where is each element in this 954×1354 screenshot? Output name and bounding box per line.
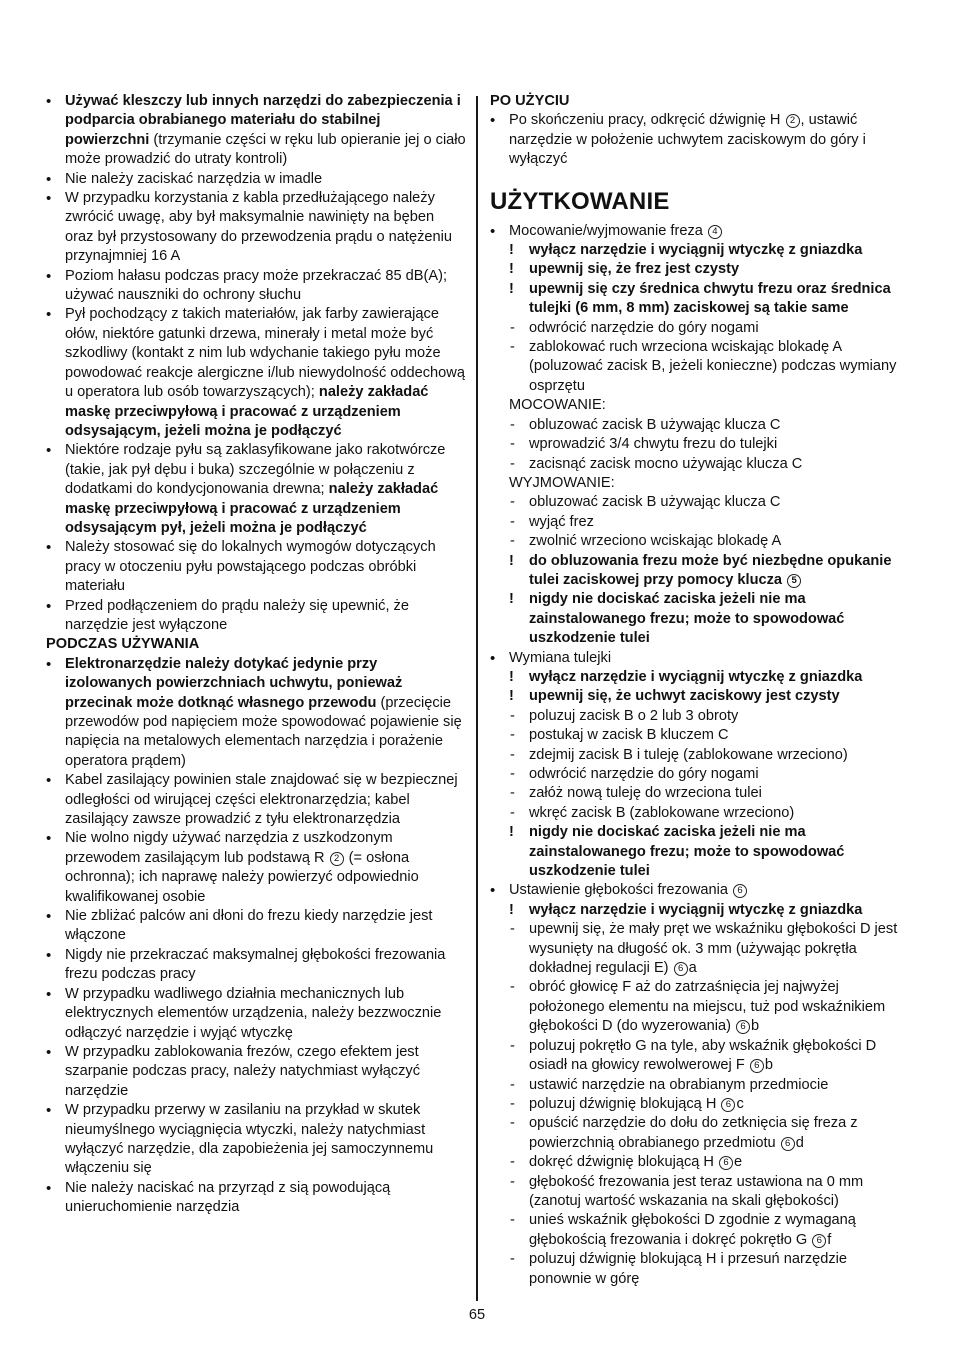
dash-icon: - [510,1251,515,1268]
dash-item [490,765,908,784]
warning-item [490,823,908,881]
dash-item [490,1114,908,1153]
bullet-item [46,829,466,907]
warning-item [490,668,908,687]
subheading [490,474,908,493]
warning-item [490,552,908,591]
dash-icon: - [510,416,515,433]
bullet-icon: • [46,985,52,1003]
bullet-icon: • [46,772,52,790]
text-run: wyłącz narzędzie i wyciągnij wtyczkę z gniazdka [529,901,863,918]
dash-item [490,1153,908,1172]
bullet-item [46,1101,466,1179]
exclamation-icon: ! [509,242,514,259]
exclamation-icon: ! [509,824,514,841]
dash-icon: - [510,707,515,724]
figure-ref-icon: 6 [721,1098,735,1112]
text-run: ustawić narzędzie na obrabianym przedmiocie [529,1076,829,1093]
figure-ref-icon: 6 [812,1234,826,1248]
bullet-item [46,946,466,985]
bullet-icon: • [490,112,496,130]
text-run: Mocowanie/wyjmowanie freza [509,222,707,239]
text-run: obluzować zacisk B używając klucza C [529,494,781,511]
text-run: należy zakładać maskę przeciwpyłową i pracować z urządzeniem odsysającym pył, jeżeli można je podłączyć [65,481,439,536]
dash-item [490,920,908,978]
text-run: zdejmij zacisk B i tuleję (zablokowane wrzeciono) [529,746,848,763]
text-run: Należy stosować się do lokalnych wymogów dotyczących pracy w otoczeniu pyłu powstającego podczas obróbki materiału [65,539,436,595]
dash-item [490,493,908,512]
bullet-icon: • [46,1102,52,1120]
dash-item [490,532,908,551]
dash-item [490,707,908,726]
dash-icon: - [510,1115,515,1132]
bullet-icon: • [46,267,52,285]
text-run: Elektronarzędzie należy dotykać jedynie przy izolowanych powierzchniach uchwytu, ponieważ przecinak może dotknąć własnego przewodu [65,655,403,711]
left-column [46,92,466,1218]
text-run: wyłącz narzędzie i wyciągnij wtyczkę z gniazdka [529,668,863,685]
dash-icon: - [510,339,515,356]
dash-item [490,978,908,1036]
exclamation-icon: ! [509,261,514,278]
text-run: wkręć zacisk B (zablokowane wrzeciono) [529,804,795,821]
right-column [490,92,908,1289]
figure-ref-icon: 6 [674,962,688,976]
text-run: d [795,1134,804,1151]
text-run: opuścić narzędzie do dołu do zetknięcia się freza z powierzchnią obrabianego przedmiotu [529,1115,858,1151]
text-run: zwolnić wrzeciono wciskając blokadę A [529,533,782,550]
dash-icon: - [510,727,515,744]
text-run: Nie wolno nigdy używać narzędzia z uszkodzonym przewodem zasilającym lub podstawą R [65,830,393,866]
bullet-item [46,189,466,267]
dash-item [490,319,908,338]
dash-item [490,1076,908,1095]
text-run: głębokość frezowania jest teraz ustawiona na 0 mm (zanotuj wartość wskazania na skali głębokości) [529,1173,864,1209]
bullet-icon: • [46,597,52,615]
dash-item [490,1173,908,1212]
bullet-item [46,597,466,636]
text-run: Pył pochodzący z takich materiałów, jak farby zawierające ołów, niektóre gatunki drzewa, minerały i metal może być szkodliwy (kontakt z nim lub wdychanie takiego pyłu może powodować reakcje alergiczne i/lub niewydolność oddechową u operatora lub osób towarzyszących); [65,306,465,401]
text-run: (przecięcie przewodów pod napięciem może spowodować pojawienie się napięcia na metalowych elementach narzędzia i porażenie operatora prądem) [65,694,462,769]
bullet-icon: • [46,539,52,557]
bullet-item [46,907,466,946]
section-heading [46,635,466,654]
dash-item [490,726,908,745]
text-run: obróć głowicę F aż do zatrzaśnięcia jej najwyżej położonego elementu na miejscu, tuż pod wskaźnikiem głębokości D (do wyzerowania) [529,979,886,1035]
text-run: WYJMOWANIE: [509,474,615,491]
bullet-item [46,1179,466,1218]
text-run: a [688,960,697,977]
bullet-item [46,92,466,170]
text-run: Wymiana tulejki [509,649,612,666]
text-run: nigdy nie dociskać zaciska jeżeli nie ma zainstalowanego frezu; może to spowodować uszkodzenie tulei [529,824,845,880]
text-run: wprowadzić 3/4 chwytu frezu do tulejki [529,436,778,453]
text-run: Poziom hałasu podczas pracy może przekraczać 85 dB(A); używać nauszniki do ochrony słuchu [65,267,448,304]
warning-item [490,280,908,319]
text-run: upewnij się, że mały pręt we wskaźniku głębokości D jest wysunięty na długość ok. 3 mm (używając pokrętła dokładnej regulacji E) [529,921,898,977]
text-run: Ustawienie głębokości frezowania [509,882,733,899]
text-run: Nie należy naciskać na przyrząd z sią powodującą unieruchomienie narzędzia [65,1179,391,1216]
section-title [490,187,908,217]
text-run: Nigdy nie przekraczać maksymalnej głębokości frezowania frezu podczas pracy [65,946,446,983]
bullet-item [46,170,466,189]
dash-item [490,804,908,823]
text-run: (= osłona ochronna); ich naprawę należy powierzyć odpowiednio kwalifikowanej osobie [65,849,419,905]
bullet-icon: • [490,222,496,240]
bullet-item [46,1043,466,1101]
text-run: wyłącz narzędzie i wyciągnij wtyczkę z gniazdka [529,242,863,259]
bullet-item [490,222,908,241]
dash-icon: - [510,533,515,550]
text-run: odwrócić narzędzie do góry nogami [529,319,759,336]
bullet-item [46,305,466,441]
bullet-item [46,267,466,306]
text-run: f [827,1231,832,1248]
text-run: upewnij się, że frez jest czysty [529,261,740,278]
exclamation-icon: ! [509,591,514,608]
text-run: e [734,1154,743,1171]
dash-icon: - [510,766,515,782]
exclamation-icon: ! [509,901,514,918]
text-run: odwrócić narzędzie do góry nogami [529,766,759,782]
bullet-icon: • [46,1179,52,1197]
figure-ref-icon: 5 [787,574,801,588]
text-run: należy zakładać maskę przeciwpyłową i pracować z urządzeniem odsysającym, jeżeli można je podłączyć [65,384,429,439]
bullet-icon: • [46,946,52,964]
bullet-icon: • [490,882,496,900]
text-run: obluzować zacisk B używając klucza C [529,416,781,433]
bullet-icon: • [46,170,52,188]
bullet-icon: • [46,830,52,848]
text-run: upewnij się, że uchwyt zaciskowy jest czysty [529,688,840,705]
text-run: załóż nową tuleję do wrzeciona tulei [529,785,762,802]
exclamation-icon: ! [509,688,514,705]
dash-icon: - [510,436,515,453]
bullet-item [46,441,466,538]
text-run: poluzuj dźwignię blokującą H [529,1095,721,1112]
warning-item [490,901,908,920]
dash-item [490,416,908,435]
section-heading [490,92,908,111]
bullet-icon: • [46,306,52,324]
bullet-icon: • [46,442,52,460]
text-run: W przypadku wadliwego działnia mechanicznych lub elektrycznych elementów urządzenia, należy bezzwocznie odłączyć narzędzie i wyjąć wtyczkę [65,985,442,1041]
text-run: UŻYTKOWANIE [490,187,670,215]
text-run: Przed podłączeniem do prądu należy się upewnić, że narzędzie jest wyłączone [65,597,409,633]
figure-ref-icon: 6 [719,1156,733,1170]
dash-icon: - [510,1095,515,1112]
bullet-icon: • [490,649,496,667]
text-run: W przypadku zablokowania frezów, czego efektem jest szarpanie podczas pracy, należy natychmiast wyłączyć narzędzie [65,1043,420,1099]
figure-ref-icon: 4 [708,225,722,239]
bullet-item [46,985,466,1043]
text-run: zablokować ruch wrzeciona wciskając blokadę A (poluzować zacisk B, jeżeli konieczne) podczas wymiany osprzętu [529,339,897,394]
dash-item [490,513,908,532]
text-run: Kabel zasilający powinien stale znajdować się w bezpiecznej odległości od wirującej części elektronarzędzia; kabel zasilający zawsze prowadzić z tyłu elektronarzędzia [65,772,458,828]
text-run: poluzuj dźwignię blokującą H i przesuń narzędzie ponownie w górę [529,1251,847,1287]
dash-icon: - [510,1037,515,1054]
dash-icon: - [510,746,515,763]
exclamation-icon: ! [509,280,514,297]
dash-item [490,746,908,765]
dash-item [490,1250,908,1289]
bullet-item [46,771,466,829]
text-run: poluzuj pokrętło G na tyle, aby wskaźnik głębokości D osiadł na głowicy rewolwerowej F [529,1037,877,1074]
dash-icon: - [510,1212,515,1229]
text-run: Niektóre rodzaje pyłu są zaklasyfikowane jako rakotwórcze (takie, jak pył dębu i buka) szczególnie w połączeniu z dodatkami do kondycjonowania drewna; [65,442,446,498]
text-run: W przypadku korzystania z kabla przedłużającego należy zwrócić uwagę, aby był maksymalnie nawinięty na bęben oraz był przystosowany do przewodzenia prądu o natężeniu przynajmniej 16 A [65,190,452,265]
bullet-item [46,538,466,596]
text-run: b [764,1057,773,1074]
figure-ref-icon: 2 [330,852,344,866]
bullet-icon: • [46,655,52,673]
dash-icon: - [510,1173,515,1190]
dash-item [490,455,908,474]
figure-ref-icon: 6 [736,1020,750,1034]
exclamation-icon: ! [509,552,514,569]
dash-icon: - [510,785,515,802]
figure-ref-icon: 6 [750,1059,764,1073]
bullet-item [490,649,908,668]
text-run: PO UŻYCIU [490,93,570,109]
text-run: dokręć dźwignię blokującą H [529,1154,719,1171]
exclamation-icon: ! [509,668,514,685]
dash-item [490,1095,908,1114]
text-run: Po skończeniu pracy, odkręcić dźwignię H [509,112,785,129]
warning-item [490,241,908,260]
text-run: zacisnąć zacisk mocno używając klucza C [529,455,803,472]
bullet-icon: • [46,1043,52,1061]
dash-item [490,338,908,396]
dash-icon: - [510,1076,515,1093]
text-run: postukaj w zacisk B kluczem C [529,727,729,744]
dash-item [490,1037,908,1076]
text-run: W przypadku przerwy w zasilaniu na przykład w skutek nieumyślnego wyciągnięcia wtyczki, należy natychmiast wyłączyć narzędzie, dla zapobieżenia jej samoczynnemu włączeniu się [65,1102,434,1177]
dash-icon: - [510,979,515,996]
dash-item [490,435,908,454]
text-run: Używać kleszczy lub innych narzędzi do zabezpieczenia i podparcia obrabianego materiału do stabilnej powierzchni [65,93,461,148]
text-run: do obluzowania frezu może być niezbędne opukanie tulei zaciskowej przy pomocy klucza [529,552,892,588]
text-run: nigdy nie dociskać zaciska jeżeli nie ma zainstalowanego frezu; może to spowodować uszkodzenie tulei [529,591,845,647]
dash-icon: - [510,455,515,472]
figure-ref-icon: 2 [786,114,800,128]
warning-item [490,687,908,706]
bullet-item [490,111,908,169]
dash-icon: - [510,513,515,530]
text-run: MOCOWANIE: [509,397,606,414]
subheading [490,396,908,415]
warning-item [490,590,908,648]
text-run: c [736,1095,744,1112]
text-run: , ustawić narzędzie w położenie uchwytem zaciskowym do góry i wyłączyć [509,112,866,168]
text-run: poluzuj zacisk B o 2 lub 3 obroty [529,707,739,724]
dash-icon: - [510,319,515,336]
dash-item [490,784,908,803]
bullet-icon: • [46,93,52,110]
figure-ref-icon: 6 [781,1137,795,1151]
dash-icon: - [510,1154,515,1171]
page-number: 65 [468,1307,486,1323]
text-run: unieś wskaźnik głębokości D zgodnie z wymaganą głębokością frezowania i dokręć pokrętło G [529,1212,856,1248]
text-run: upewnij się czy średnica chwytu frezu oraz średnica tulejki (6 mm, 8 mm) zaciskowej są takie same [529,280,891,317]
dash-icon: - [510,804,515,821]
figure-ref-icon: 6 [733,884,747,898]
bullet-item [46,655,466,771]
bullet-item [490,881,908,900]
text-run: Nie zbliżać palców ani dłoni do frezu kiedy narzędzie jest włączone [65,908,433,944]
text-run: b [751,1018,760,1035]
text-run: wyjąć frez [529,513,594,530]
bullet-icon: • [46,908,52,926]
dash-icon: - [510,921,515,938]
text-run: PODCZAS UŻYWANIA [46,636,200,653]
text-run: Nie należy zaciskać narzędzia w imadle [65,170,323,187]
text-run: (trzymanie części w ręku lub opieranie jej o ciało może prowadzić do utraty kontroli) [65,131,466,168]
dash-icon: - [510,494,515,511]
dash-item [490,1211,908,1250]
warning-item [490,260,908,279]
column-divider [476,96,478,1301]
bullet-icon: • [46,190,52,208]
